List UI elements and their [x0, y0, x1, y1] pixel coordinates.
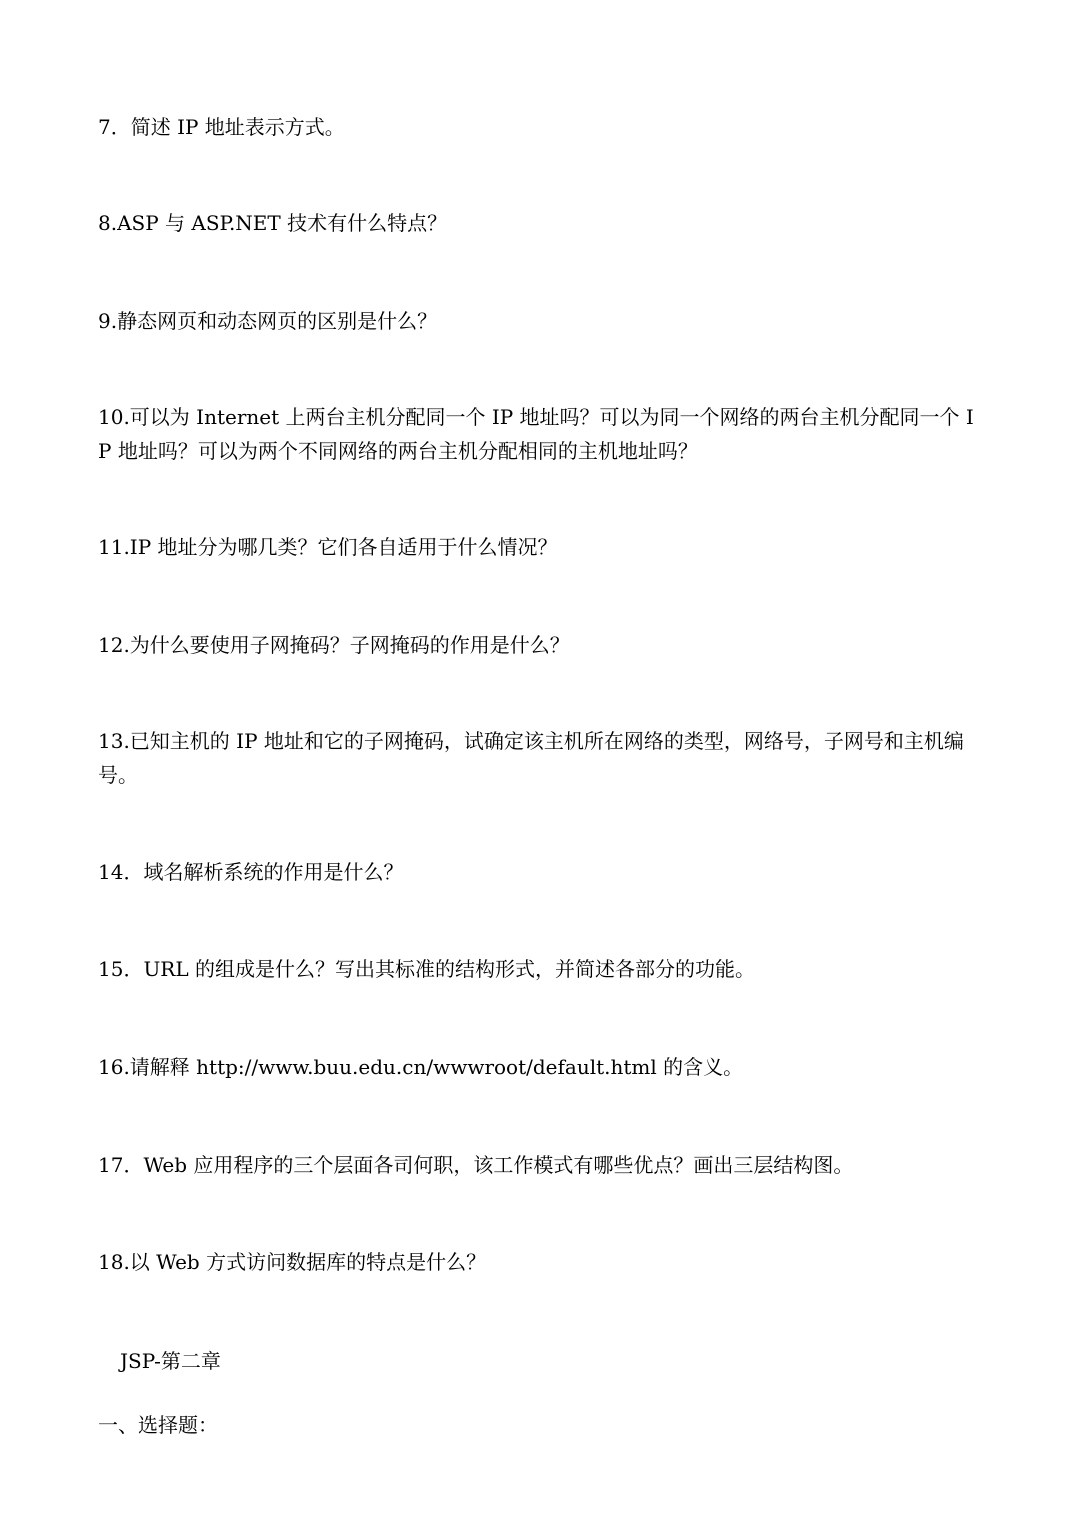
question-12: 12.为什么要使用子网掩码？子网掩码的作用是什么？ [98, 633, 570, 657]
question-10: 10.可以为 Internet 上两台主机分配同一个 IP 地址吗？可以为同一个网络的两台主机分配同一个 IP 地址吗？可以为两个不同网络的两台主机分配相同的主机地址吗？ [98, 405, 974, 463]
question-18: 18.以 Web 方式访问数据库的特点是什么？ [98, 1250, 487, 1274]
question-14: 14．域名解析系统的作用是什么？ [98, 860, 404, 884]
question-17: 17．Web 应用程序的三个层面各司何职，该工作模式有哪些优点？画出三层结构图。 [98, 1153, 854, 1177]
question-16: 16.请解释 http://www.buu.edu.cn/wwwroot/default.html 的含义。 [98, 1055, 744, 1079]
question-8: 8.ASP 与 ASP.NET 技术有什么特点？ [98, 211, 448, 235]
section-title: 一、选择题： [98, 1413, 218, 1437]
question-9: 9.静态网页和动态网页的区别是什么？ [98, 309, 438, 333]
question-11: 11.IP 地址分为哪几类？它们各自适用于什么情况？ [98, 535, 558, 559]
chapter-title: JSP-第二章 [120, 1349, 221, 1373]
question-15: 15．URL 的组成是什么？写出其标准的结构形式，并简述各部分的功能。 [98, 957, 756, 981]
question-7: 7．简述 IP 地址表示方式。 [98, 115, 345, 139]
question-13: 13.已知主机的 IP 地址和它的子网掩码，试确定该主机所在网络的类型，网络号，子网号和主机编号。 [98, 729, 964, 787]
